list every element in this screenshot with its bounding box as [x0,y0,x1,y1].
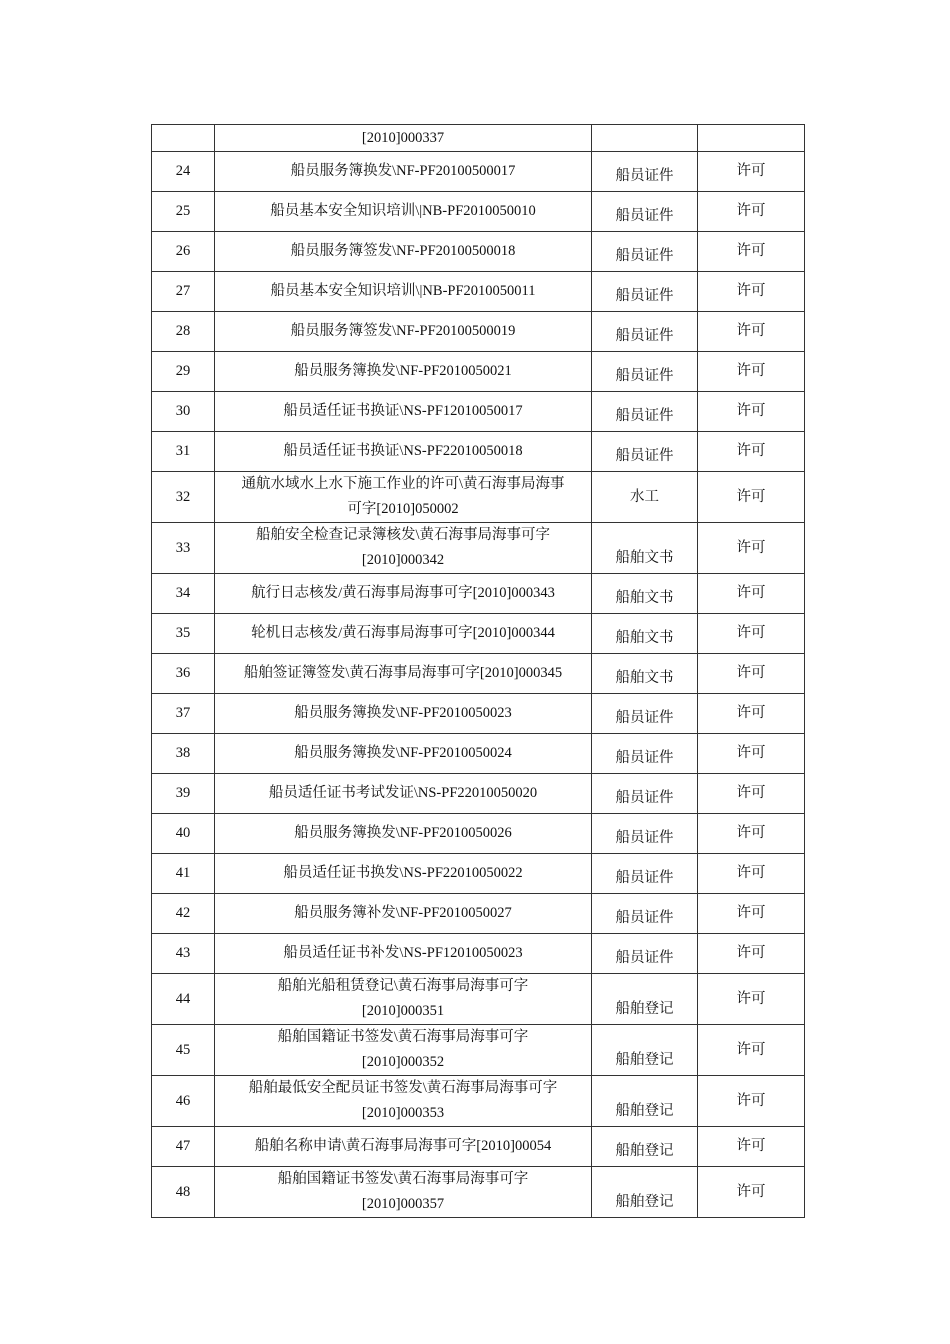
table-row [152,574,805,614]
table-row [152,152,805,192]
type-cell: 许可 [698,523,805,574]
table-row [152,934,805,974]
item-name-cell [215,352,592,392]
type-cell: 许可 [698,734,805,774]
item-name-cell [215,1076,592,1127]
category-cell: 船员证件 [592,392,698,432]
row-number: 24 [152,152,215,192]
row-number: 45 [152,1025,215,1076]
category-cell: 船舶登记 [592,1127,698,1167]
row-number: 34 [152,574,215,614]
item-name-line: 船员服务簿补发\NF-PF2010050027 [294,905,512,921]
row-number [152,125,215,152]
type-cell: 许可 [698,654,805,694]
category-cell: 船员证件 [592,272,698,312]
row-number: 44 [152,974,215,1025]
item-name-cell [215,734,592,774]
row-number: 26 [152,232,215,272]
table-row [152,192,805,232]
item-name-cell [215,854,592,894]
type-cell: 许可 [698,934,805,974]
permit-table [151,124,805,1218]
type-cell: 许可 [698,774,805,814]
item-name-cell [215,774,592,814]
category-cell: 船舶登记 [592,974,698,1025]
item-name-cell [215,1127,592,1167]
type-cell: 许可 [698,574,805,614]
row-number: 30 [152,392,215,432]
item-name-line: 通航水域水上水下施工作业的许可\黄石海事局海事 [241,476,565,492]
table-row [152,814,805,854]
item-name-line: 船员适任证书补发\NS-PF12010050023 [283,945,523,961]
category-cell: 船员证件 [592,894,698,934]
item-name-cell [215,694,592,734]
item-name-cell [215,1025,592,1076]
row-number: 47 [152,1127,215,1167]
row-number: 38 [152,734,215,774]
row-number: 28 [152,312,215,352]
table-row [152,432,805,472]
row-number: 25 [152,192,215,232]
category-cell: 船员证件 [592,734,698,774]
table-row [152,694,805,734]
row-number: 40 [152,814,215,854]
item-name-cell [215,432,592,472]
item-name-line: 船员基本安全知识培训\|NB-PF2010050011 [270,283,536,299]
item-name-line: 船舶签证簿签发\黄石海事局海事可字[2010]000345 [243,665,563,681]
table-row [152,523,805,574]
item-name-line: 轮机日志核发/黄石海事局海事可字[2010]000344 [251,625,555,641]
item-name-cell [215,192,592,232]
item-name-line: 船员服务簿签发\NF-PF20100500019 [290,323,516,339]
row-number: 39 [152,774,215,814]
table-row [152,472,805,523]
item-name-cell [215,574,592,614]
item-name-line: 船舶国籍证书签发\黄石海事局海事可字 [277,1171,529,1187]
item-name-cell [215,894,592,934]
table-row [152,654,805,694]
item-name-line: 船员适任证书换发\NS-PF22010050022 [283,865,523,881]
type-cell: 许可 [698,1025,805,1076]
category-cell: 船舶登记 [592,1167,698,1218]
row-number: 37 [152,694,215,734]
item-name-line: 可字[2010]050002 [347,501,459,517]
item-name-line: [2010]000353 [361,1105,445,1121]
item-name-line: [2010]000342 [361,552,445,568]
item-name-line: 船员基本安全知识培训\|NB-PF2010050010 [270,203,536,219]
item-name-line: 船舶光船租赁登记\黄石海事局海事可字 [277,978,529,994]
category-cell: 船员证件 [592,432,698,472]
item-name-line: 船员服务簿换发\NF-PF2010050026 [294,825,512,841]
category-cell: 船员证件 [592,694,698,734]
table-row [152,232,805,272]
item-name-cell [215,614,592,654]
item-name-cell [215,523,592,574]
item-name-cell [215,934,592,974]
item-name-cell [215,272,592,312]
item-name-line: 船员适任证书考试发证\NS-PF22010050020 [268,785,538,801]
type-cell: 许可 [698,814,805,854]
category-cell: 船员证件 [592,352,698,392]
type-cell: 许可 [698,192,805,232]
table-row [152,1167,805,1218]
table-row [152,1127,805,1167]
type-cell: 许可 [698,152,805,192]
category-cell: 船员证件 [592,152,698,192]
item-name-line: 船员服务簿换发\NF-PF2010050024 [294,745,512,761]
type-cell: 许可 [698,614,805,654]
type-cell: 许可 [698,392,805,432]
item-name-cell [215,654,592,694]
item-name-cell [215,974,592,1025]
item-name-cell [215,152,592,192]
item-name-line: 船员服务簿签发\NF-PF20100500018 [290,243,516,259]
type-cell: 许可 [698,272,805,312]
type-cell: 许可 [698,1076,805,1127]
table-row [152,974,805,1025]
item-name-line: 船员适任证书换证\NS-PF12010050017 [283,403,523,419]
table-row [152,1076,805,1127]
category-cell: 船员证件 [592,312,698,352]
item-name-line: 船员服务簿换发\NF-PF20100500017 [290,163,516,179]
type-cell: 许可 [698,232,805,272]
item-name-line: 船员服务簿换发\NF-PF2010050021 [294,363,512,379]
permit-table-body [152,125,805,1218]
item-name-line: [2010]000352 [361,1054,445,1070]
category-cell: 船员证件 [592,192,698,232]
item-name-cell [215,125,592,152]
type-cell: 许可 [698,974,805,1025]
row-number: 41 [152,854,215,894]
type-cell: 许可 [698,472,805,523]
type-cell: 许可 [698,694,805,734]
row-number: 48 [152,1167,215,1218]
table-row [152,125,805,152]
table-row [152,312,805,352]
row-number: 29 [152,352,215,392]
item-name-line: 航行日志核发/黄石海事局海事可字[2010]000343 [251,585,555,601]
type-cell: 许可 [698,312,805,352]
category-cell: 船舶登记 [592,1076,698,1127]
item-name-cell [215,814,592,854]
table-row [152,774,805,814]
category-cell: 船舶文书 [592,523,698,574]
category-cell: 船员证件 [592,934,698,974]
item-name-line: [2010]000337 [361,129,445,146]
type-cell: 许可 [698,432,805,472]
category-cell: 船员证件 [592,232,698,272]
item-name-cell [215,472,592,523]
row-number: 42 [152,894,215,934]
row-number: 31 [152,432,215,472]
item-name-line: 船员适任证书换证\NS-PF22010050018 [283,443,523,459]
table-row [152,352,805,392]
item-name-line: 船舶最低安全配员证书签发\黄石海事局海事可字 [248,1080,558,1096]
table-row [152,272,805,312]
row-number: 27 [152,272,215,312]
item-name-cell [215,312,592,352]
category-cell: 船舶文书 [592,614,698,654]
item-name-line: 船舶国籍证书签发\黄石海事局海事可字 [277,1029,529,1045]
table-row [152,1025,805,1076]
type-cell: 许可 [698,854,805,894]
row-number: 36 [152,654,215,694]
category-cell: 船舶登记 [592,1025,698,1076]
item-name-line: 船舶名称申请\黄石海事局海事可字[2010]00054 [254,1138,552,1154]
item-name-cell [215,232,592,272]
category-cell: 船舶文书 [592,574,698,614]
category-cell: 船员证件 [592,774,698,814]
row-number: 32 [152,472,215,523]
table-row [152,894,805,934]
category-cell: 船员证件 [592,854,698,894]
type-cell: 许可 [698,1167,805,1218]
type-cell: 许可 [698,352,805,392]
row-number: 46 [152,1076,215,1127]
type-cell [698,125,805,152]
type-cell: 许可 [698,1127,805,1167]
item-name-cell [215,392,592,432]
row-number: 33 [152,523,215,574]
table-row [152,854,805,894]
item-name-line: 船员服务簿换发\NF-PF2010050023 [294,705,512,721]
item-name-cell [215,1167,592,1218]
category-cell [592,125,698,152]
item-name-line: [2010]000357 [361,1196,445,1212]
item-name-line: [2010]000351 [361,1003,445,1019]
table-row [152,392,805,432]
category-cell: 船员证件 [592,814,698,854]
table-row [152,614,805,654]
category-cell: 水工 [592,472,698,523]
row-number: 43 [152,934,215,974]
table-row [152,734,805,774]
type-cell: 许可 [698,894,805,934]
category-cell: 船舶文书 [592,654,698,694]
item-name-line: 船舶安全检查记录簿核发\黄石海事局海事可字 [255,527,551,543]
row-number: 35 [152,614,215,654]
